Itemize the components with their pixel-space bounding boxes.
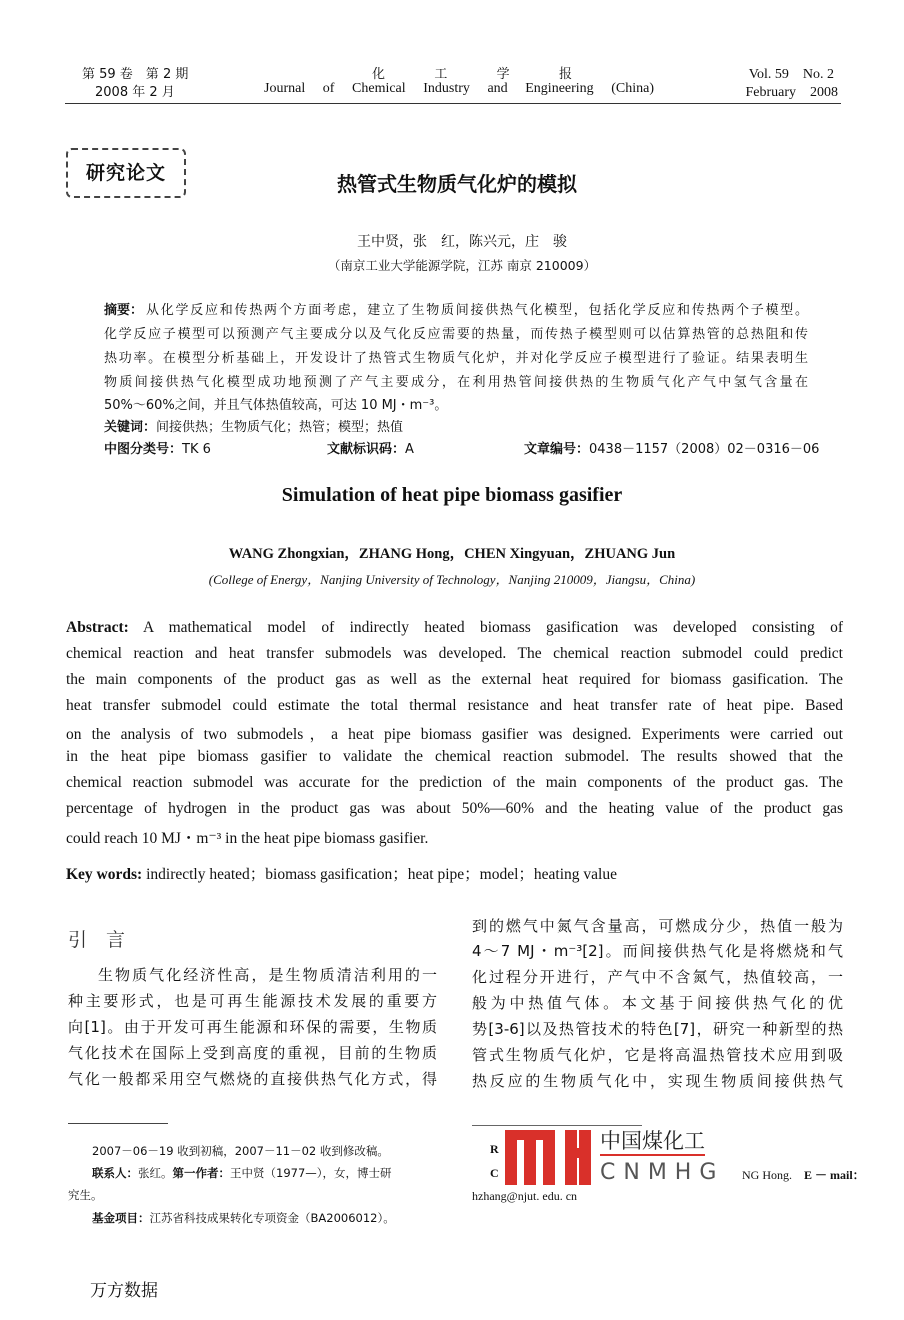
footnote-fund: [92, 1210, 395, 1226]
date-cn: 2008 年 2 月: [95, 85, 175, 100]
journal-en-word: Journal: [264, 81, 306, 96]
footer-source: 万方数据: [90, 1281, 158, 1301]
abstract-cn-line: 从化学反应和传热两个方面考虑，建立了生物质间接供热气化模型，包括化学反应和传热两个子模型。: [146, 303, 808, 318]
watermark-text-en: CNMHG: [600, 1160, 725, 1185]
keywords-en-text: indirectly heated；biomass gasification；heat pipe；model；heating value: [146, 866, 617, 883]
keywords-cn: [104, 420, 403, 436]
first-author-value: 王中贤（1977—），女，博士研: [230, 1166, 392, 1180]
footnote-rule: [68, 1123, 168, 1124]
document-code-label: 文献标识码：: [327, 442, 406, 457]
body-line: 到的燃气中氮气含量高，可燃成分少，热值一般为: [472, 917, 843, 935]
abstract-en-line: percentage of hydrogen in the product gas was about 50%—60% and the heating value of the product gas: [66, 800, 843, 817]
keywords-en-label: Key words:: [66, 866, 143, 883]
date-en: February 2008: [745, 85, 838, 100]
body-line: 向[1]。由于开发可再生能源和环保的需要，生物质: [68, 1018, 437, 1036]
abstract-cn-line: 物质间接供热气化模型成功地预测了产气主要成分，在利用热管间接供热的生物质气化产气中氢气含量在: [104, 375, 808, 390]
abstract-en-label: Abstract:: [66, 619, 129, 636]
abstract-en-line: A mathematical model of indirectly heated biomass gasification was developed consisting of: [143, 619, 843, 636]
document-code-value: A: [405, 442, 414, 457]
corresponding-name: NG Hong.: [742, 1168, 792, 1182]
abstract-en-line: heat transfer submodel could estimate the total thermal resistance and heat transfer rate of heat pipe. Based: [66, 697, 843, 714]
abstract-en-line: the main components of the product gas as well as the external heat required for biomass gasification. The: [66, 671, 843, 688]
footnote-en-corresponding: C: [490, 1166, 499, 1180]
journal-en-word: of: [322, 81, 335, 96]
authors-cn: 王中贤，张 红，陈兴元，庄 骏: [357, 234, 567, 250]
classification-label: 中图分类号：: [104, 442, 183, 457]
article-number-value: 0438－1157（2008）02－0316－06: [589, 442, 820, 457]
body-line: 4～7 MJ・m⁻³[2]。而间接供热气化是将燃烧和气: [472, 942, 843, 960]
authors-en: WANG Zhongxian，ZHANG Hong，CHEN Xingyuan，ZHUANG Jun: [228, 546, 676, 562]
footnote-email: hzhang@njut. edu. cn: [472, 1189, 578, 1203]
abstract-cn-line: 化学反应子模型可以预测产气主要成分以及气化反应需要的热量，而传热子模型则可以估算热管的总热阻和传: [104, 327, 808, 342]
abstract-cn-line: 热功率。在模型分析基础上，开发设计了热管式生物质气化炉，并对化学反应子模型进行了验证。结果表明生: [104, 351, 808, 366]
email-label: E － mail：: [804, 1168, 865, 1182]
section-heading: 引 言: [68, 929, 126, 951]
body-line: 气化技术在国际上受到高度的重视，目前的生物质: [68, 1044, 437, 1062]
footnote-en-name: [742, 1166, 865, 1183]
abstract-cn-label: 摘要：: [104, 303, 144, 318]
footnote-contact-cont: 究生。: [68, 1188, 103, 1202]
affiliation-en: (College of Energy，Nanjing University of Technology，Nanjing 210009，Jiangsu，China): [208, 572, 696, 587]
journal-cn: [372, 63, 572, 82]
body-line: 般为中热值气体。本文基于间接供热气化的优: [472, 994, 843, 1012]
journal-en-word: and: [487, 81, 508, 96]
title-en: Simulation of heat pipe biomass gasifier: [281, 484, 623, 506]
abstract-en-line: chemical reaction submodel was accurate for the prediction of the main components of the product gas. The: [66, 774, 843, 791]
volume-cn: 第 59 卷 第 2 期: [82, 67, 189, 82]
classification-number: [104, 442, 211, 458]
body-line: 势[3-6]以及热管技术的特色[7]，研究一种新型的热: [472, 1020, 843, 1038]
abstract-en-line: could reach 10 MJ・m⁻³ in the heat pipe biomass gasifier.: [66, 830, 429, 847]
body-line: 生物质气化经济性高，是生物质清洁利用的一: [98, 966, 437, 984]
journal-en-word: (China): [611, 81, 654, 96]
journal-cn-char: 学: [496, 67, 510, 82]
affiliation-cn: （南京工业大学能源学院，江苏 南京 210009）: [327, 258, 597, 273]
contact-value: 张红。: [138, 1166, 173, 1180]
watermark-text-cn: 中国煤化工: [600, 1128, 705, 1156]
badge-label: 研究论文: [85, 162, 166, 184]
keywords-cn-label: 关键词：: [104, 420, 157, 435]
fund-value: 江苏省科技成果转化专项资金（BA2006012）。: [149, 1211, 395, 1225]
fund-label: 基金项目：: [92, 1211, 150, 1225]
journal-en-word: Chemical: [352, 81, 406, 96]
keywords-en: [66, 862, 617, 884]
body-line: 种主要形式，也是可再生能源技术发展的重要方: [68, 992, 437, 1010]
volume-en: Vol. 59 No. 2: [748, 67, 834, 82]
article-number: [524, 442, 819, 458]
first-author-label: 第一作者：: [172, 1166, 230, 1180]
footnote-received: 2007－06－19 收到初稿，2007－11－02 收到修改稿。: [92, 1144, 389, 1158]
contact-label: 联系人：: [92, 1166, 138, 1180]
footnote-en-received: R: [490, 1142, 499, 1156]
journal-en-word: Industry: [423, 81, 470, 96]
footnote-contact: [92, 1165, 392, 1181]
title-cn: 热管式生物质气化炉的模拟: [337, 172, 577, 196]
classification-value: TK 6: [182, 442, 211, 457]
abstract-cn-line: 50%～60%之间，并且气体热值较高，可达 10 MJ・m⁻³。: [104, 398, 448, 413]
body-line: 热反应的生物质气化中，实现生物质间接供热气: [472, 1072, 843, 1090]
journal-en-word: Engineering: [525, 81, 594, 96]
abstract-en-line: on the analysis of two submodels，a heat pipe biomass gasifier was designed. Experiments were carried out: [66, 726, 843, 743]
journal-cn-char: 化: [372, 67, 386, 82]
body-line: 气化一般都采用空气燃烧的直接供热气化方式，得: [68, 1070, 437, 1088]
journal-cn-char: 报: [558, 67, 572, 82]
footnote-rule-en: [472, 1125, 642, 1126]
header-rule: [65, 103, 841, 104]
article-number-label: 文章编号：: [524, 442, 590, 457]
body-line: 管式生物质气化炉，它是将高温热管技术应用到吸: [472, 1046, 843, 1064]
watermark-logo-icon: [505, 1130, 591, 1185]
journal-cn-char: 工: [434, 67, 448, 82]
body-line: 化过程分开进行，产气中不含氮气，热值较高，一: [472, 968, 843, 986]
abstract-en-line: in the heat pipe biomass gasifier to validate the chemical reaction submodel. The results showed that the: [66, 748, 843, 765]
journal-en: [264, 81, 654, 97]
abstract-en-line: chemical reaction and heat transfer submodels was developed. The chemical reaction submodel could predict: [66, 645, 843, 662]
keywords-cn-text: 间接供热；生物质气化；热管；模型；热值: [156, 420, 404, 435]
document-code: [327, 442, 414, 458]
